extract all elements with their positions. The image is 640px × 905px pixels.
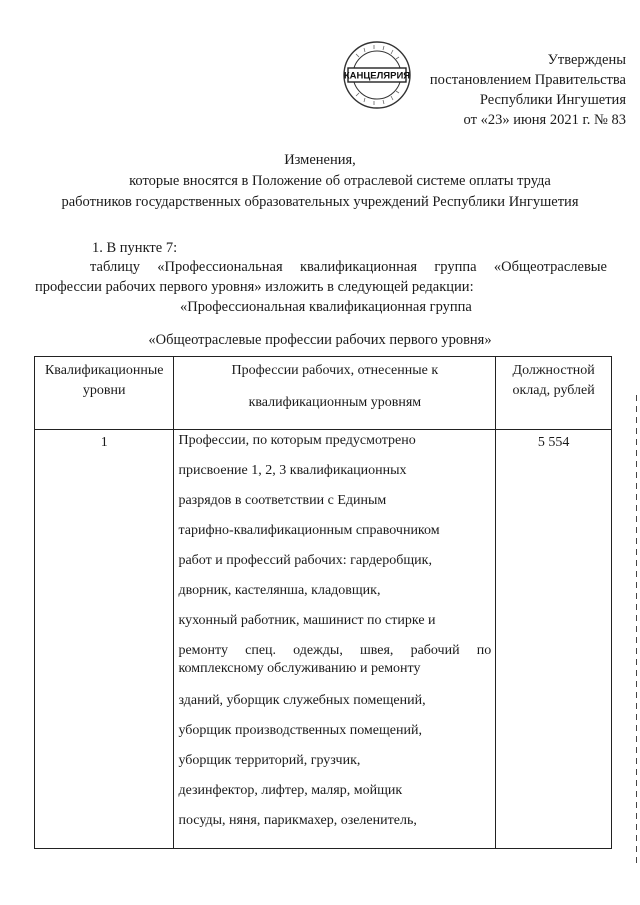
approval-block (430, 50, 626, 130)
header-professions-line-2: квалификационным уровням (248, 395, 422, 410)
profession-line: работ и профессий рабочих: гардеробщик, (178, 553, 432, 568)
header-professions (174, 357, 496, 430)
header-salary (496, 357, 612, 430)
approval-line-4: от «23» июня 2021 г. № 83 (463, 112, 626, 128)
salary-value: 5 554 (537, 435, 570, 450)
heading-line-1: Изменения, (284, 152, 356, 168)
heading-line-2: которые вносятся в Положение об отраслевой системе оплаты труда (129, 173, 551, 189)
chancellery-stamp (342, 40, 412, 110)
quote-line-1: «Профессиональная квалификационная группа (180, 299, 472, 315)
approval-line-2: постановлением Правительства (429, 72, 626, 88)
table-row (35, 430, 612, 849)
profession-line: кухонный работник, машинист по стирке и (178, 613, 436, 628)
profession-line: дворник, кастелянша, кладовщик, (178, 583, 381, 598)
header-salary-line-2: оклад, рублей (512, 383, 595, 398)
profession-line: посуды, няня, парикмахер, озеленитель, (178, 813, 417, 828)
item-number: 1. В пункте 7: (92, 240, 178, 256)
cell-salary (496, 430, 612, 849)
profession-line: уборщик территорий, грузчик, (178, 753, 361, 768)
table-header-row (35, 357, 612, 430)
profession-line: Профессии, по которым предусмотрено (178, 433, 416, 448)
instruction-paragraph: таблицу «Профессиональная квалификационная группа «Общеотраслевые профессии рабочих первого уровня» изложить в следующей редакции: (35, 259, 607, 295)
cell-professions (174, 430, 496, 849)
qualification-table (34, 356, 612, 849)
approval-line-1: Утверждены (547, 52, 626, 68)
quote-line-2: «Общеотраслевые профессии рабочих первого уровня» (148, 332, 492, 348)
level-value: 1 (100, 435, 108, 450)
profession-line: тарифно-квалификационным справочником (178, 523, 440, 538)
cell-level (35, 430, 174, 849)
header-levels (35, 357, 174, 430)
profession-line: дезинфектор, лифтер, маляр, мойщик (178, 783, 403, 798)
header-professions-line-1: Профессии рабочих, отнесенные к (231, 363, 439, 378)
document-heading (0, 150, 640, 213)
profession-line: ремонту спец. одежды, швея, рабочий по (178, 643, 492, 658)
profession-line: зданий, уборщик служебных помещений, (178, 693, 426, 708)
header-levels-line-1: Квалификационные (44, 363, 164, 378)
header-levels-line-2: уровни (82, 383, 126, 398)
profession-line: разрядов в соответствии с Единым (178, 493, 387, 508)
profession-line: комплексному обслуживанию и ремонту (178, 661, 421, 676)
profession-line: уборщик производственных помещений, (178, 723, 422, 738)
stamp-text: КАНЦЕЛЯРИЯ (343, 70, 411, 82)
scan-edge-line (636, 395, 637, 865)
approval-line-3: Республики Ингушетия (479, 92, 626, 108)
profession-line: присвоение 1, 2, 3 квалификационных (178, 463, 407, 478)
header-salary-line-1: Должностной (512, 363, 595, 378)
heading-line-3: работников государственных образовательных учреждений Республики Ингушетия (61, 194, 579, 210)
